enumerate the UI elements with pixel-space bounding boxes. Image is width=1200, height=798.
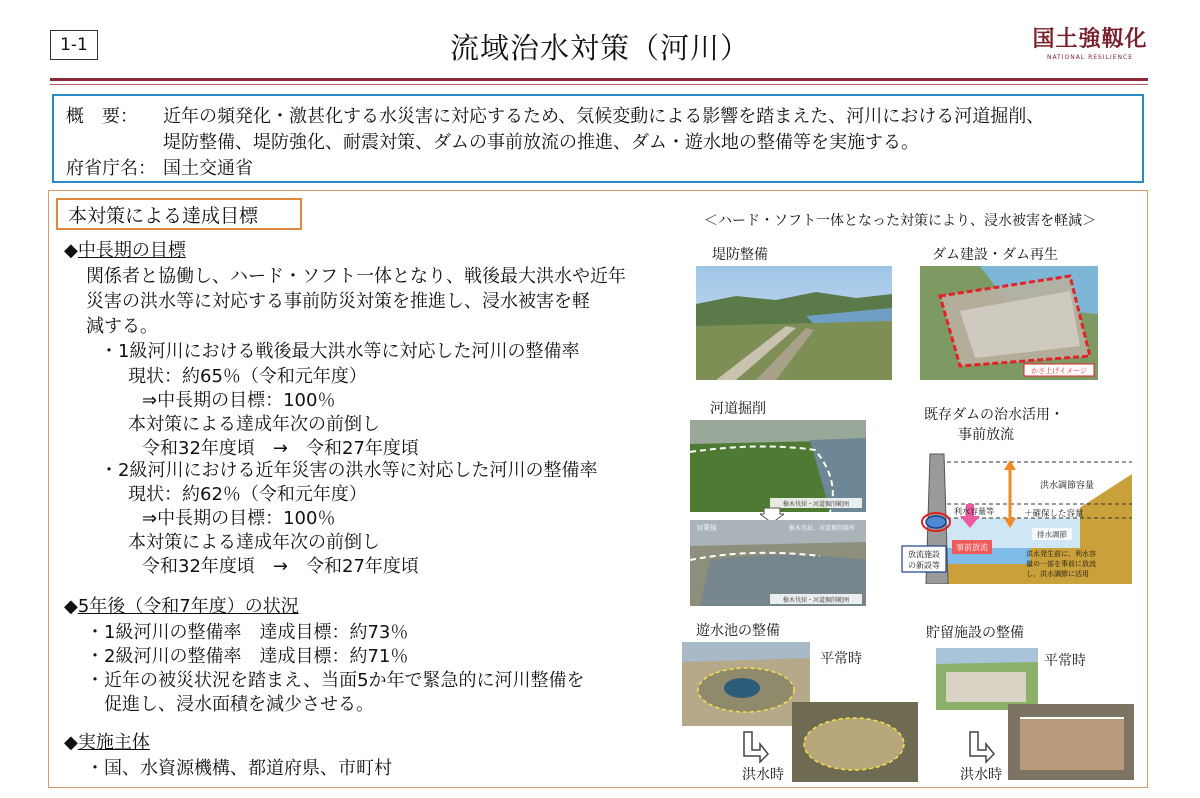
diagram-note2: 量の一部を事前に放流 <box>1026 560 1096 568</box>
diagram-prerelease: 事前放流 <box>956 543 988 552</box>
dredge-after-label: 対策後 <box>696 524 717 532</box>
midlong-paragraph-line2: 災害の洪水等に対応する事前防災対策を推進し、浸水被害を軽 <box>86 291 590 312</box>
overview-row-ministry <box>66 154 253 180</box>
retention-arrow-icon <box>740 730 770 764</box>
retention-flood-photo <box>792 702 918 782</box>
levee-label: 堤防整備 <box>712 247 768 263</box>
diagram-water-capacity: 利水容量等 <box>954 507 994 516</box>
header-rule-thin <box>50 84 1148 85</box>
overview-summary-line1: 近年の頻発化・激甚化する水災害に対応するため、気候変動による影響を踏まえた、河川における河道掘削、 <box>163 106 1045 127</box>
storage-label: 貯留施設の整備 <box>926 625 1024 641</box>
logo-sub-text: NATIONAL RESILIENCE <box>1046 54 1134 61</box>
overview-box <box>52 94 1144 183</box>
storage-flood-photo <box>1008 704 1134 780</box>
midlong-paragraph-line1: 関係者と協働し、ハード・ソフト一体となり、戦後最大洪水や近年 <box>86 266 626 287</box>
midlong-item2-advance: 本対策による達成年次の前倒し <box>128 532 380 553</box>
midlong-item1: ・1級河川における戦後最大洪水等に対応した河川の整備率 <box>100 341 580 362</box>
dam-photo-label: かさ上げイメージ <box>1031 367 1087 375</box>
dam-prerelease-diagram <box>900 444 1132 584</box>
retention-flood-label: 洪水時 <box>742 767 784 783</box>
header-rule <box>50 78 1148 81</box>
dam-use-label-line1: 既存ダムの治水活用・ <box>924 407 1064 423</box>
logo-main-text: 国土強靱化 <box>1032 26 1148 52</box>
midlong-item1-target: ⇒中長期の目標：100％ <box>142 390 336 411</box>
goal-heading: 本対策による達成目標 <box>56 198 302 230</box>
dredge-note1: 樹木伐採・河道掘削範囲 <box>782 501 850 508</box>
midlong-item1-advance: 本対策による達成年次の前倒し <box>128 414 380 435</box>
overview-ministry: 国土交通省 <box>163 158 253 179</box>
logo <box>1030 22 1150 61</box>
overview-label-ministry: 府省庁名： <box>66 158 156 179</box>
midlong-item2-current: 現状：約62％（令和元年度） <box>128 484 367 505</box>
dredge-note3: 樹木伐採・河道掘削範囲 <box>782 597 850 604</box>
diagram-flood-capacity: 洪水調節容量 <box>1040 481 1095 491</box>
midlong-paragraph-line3: 減する。 <box>86 316 158 337</box>
dam-photo <box>920 266 1098 380</box>
diagram-note3: し、洪水調節に活用 <box>1026 570 1089 578</box>
dam-use-label-line2: 事前放流 <box>958 427 1014 443</box>
fiveyear-bullet1: ・1級河川の整備率 達成目標：約73％ <box>86 622 409 643</box>
dredge-before-photo <box>690 420 866 512</box>
storage-normal-label: 平常時 <box>1044 653 1086 669</box>
storage-flood-label: 洪水時 <box>960 767 1002 783</box>
midlong-item1-current: 現状：約65％（令和元年度） <box>128 366 367 387</box>
diagram-label: 排水調節 <box>1037 530 1067 539</box>
fiveyear-bullet2: ・2級河川の整備率 達成目標：約71％ <box>86 646 409 667</box>
diagram-note1: 洪水発生前に、利水容 <box>1026 550 1096 558</box>
impl-heading: ◆実施主体 <box>64 732 150 753</box>
dredge-note2: 樹木伐採、河道掘削箇所 <box>788 525 856 532</box>
impl-heading-text: 実施主体 <box>77 732 150 753</box>
page-title: 流域治水対策（河川） <box>449 31 750 65</box>
midlong-heading-text: 中長期の目標 <box>77 240 186 261</box>
retention-label: 遊水池の整備 <box>696 623 780 639</box>
right-caption: ＜ハード・ソフト一体となった対策により、浸水被害を軽減＞ <box>704 213 1096 229</box>
retention-normal-photo <box>682 642 810 726</box>
midlong-heading: ◆中長期の目標 <box>64 240 186 261</box>
fiveyear-heading-text: 5年後（令和7年度）の状況 <box>77 596 299 617</box>
retention-normal-label: 平常時 <box>820 651 862 667</box>
fiveyear-bullet3-line1: ・近年の被災状況を踏まえ、当面5か年で緊急的に河川整備を <box>86 670 585 691</box>
dredge-after-photo <box>690 520 866 606</box>
page-number: 1-1 <box>50 30 98 60</box>
midlong-item2-years: 令和32年度頃 → 令和27年度頃 <box>142 556 419 577</box>
fiveyear-bullet3-line2: 促進し、浸水面積を減少させる。 <box>104 694 374 715</box>
overview-row-summary <box>66 102 1044 128</box>
diagram-outlet-line1: 放流施設 <box>908 550 940 559</box>
diagram-secured-capacity: ＋確保した容量 <box>1024 509 1084 519</box>
storage-normal-photo <box>936 648 1038 710</box>
dam-build-label: ダム建設・ダム再生 <box>932 247 1058 263</box>
diagram-outlet-line2: の新設等 <box>908 561 940 570</box>
overview-summary-line2: 堤防整備、堤防強化、耐震対策、ダムの事前放流の推進、ダム・遊水地の整備等を実施する。 <box>163 132 919 153</box>
impl-bullet1: ・国、水資源機構、都道府県、市町村 <box>86 758 392 779</box>
overview-label-summary: 概 要： <box>66 106 138 127</box>
midlong-item2: ・2級河川における近年災害の洪水等に対応した河川の整備率 <box>100 460 598 481</box>
levee-photo <box>696 266 892 380</box>
midlong-item1-years: 令和32年度頃 → 令和27年度頃 <box>142 438 419 459</box>
fiveyear-heading: ◆5年後（令和7年度）の状況 <box>64 596 299 617</box>
storage-arrow-icon <box>966 730 996 764</box>
midlong-item2-target: ⇒中長期の目標：100％ <box>142 508 336 529</box>
dredge-label: 河道掘削 <box>710 401 766 417</box>
